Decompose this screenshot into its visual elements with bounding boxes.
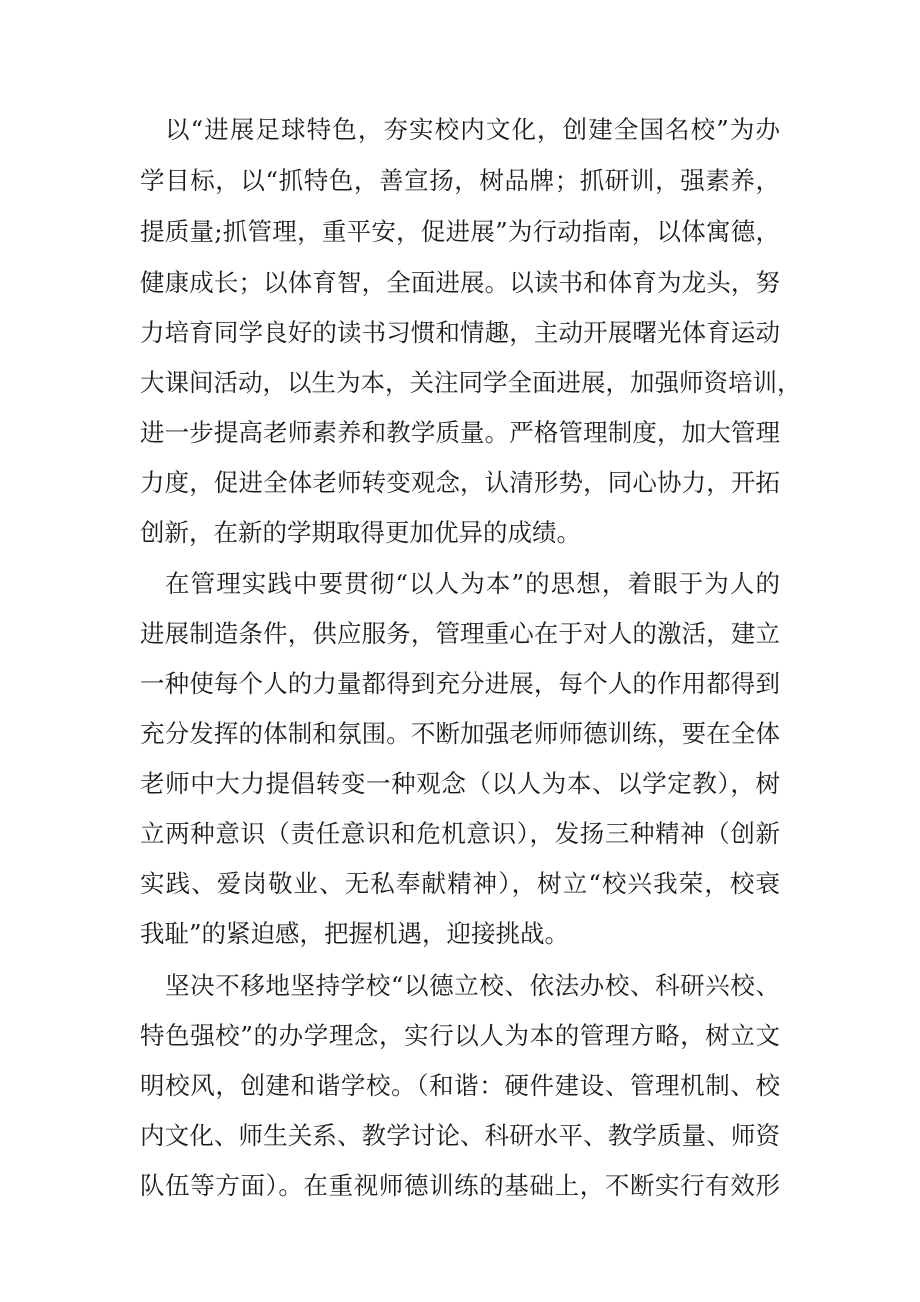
paragraph-line: 特色强校”的办学理念，实行以人为本的管理方略，树立文	[140, 1021, 780, 1050]
paragraph-line: 坚决不移地坚持学校“以德立校、依法办校、科研兴校、	[165, 971, 780, 1000]
paragraph-line: 提质量;抓管理，重平安，促进展”为行动指南，以体寓德，	[140, 217, 780, 246]
paragraph-line: 学目标，以“抓特色，善宣扬，树品牌；抓研训，强素养，	[140, 166, 780, 195]
paragraph-line: 以“进展足球特色，夯实校内文化，创建全国名校”为办	[165, 115, 780, 144]
paragraph-line: 创新，在新的学期取得更加优异的成绩。	[140, 518, 581, 547]
paragraph-line: 内文化、师生关系、教学讨论、科研水平、教学质量、师资	[140, 1121, 780, 1150]
paragraph-line: 进展制造条件，供应服务，管理重心在于对人的激活，建立	[140, 619, 780, 648]
paragraph-line: 大课间活动，以生为本，关注同学全面进展，加强师资培训，	[140, 368, 802, 397]
paragraph-line: 进一步提高老师素养和教学质量。严格管理制度，加大管理	[140, 418, 780, 447]
paragraph-line: 立两种意识（责任意识和危机意识），发扬三种精神（创新	[140, 819, 780, 848]
paragraph-line: 力度，促进全体老师转变观念，认清形势，同心协力，开拓	[140, 468, 780, 497]
paragraph-line: 健康成长；以体育智，全面进展。以读书和体育为龙头，努	[140, 268, 780, 297]
paragraph-line: 老师中大力提倡转变一种观念（以人为本、以学定教），树	[140, 769, 780, 798]
paragraph-line: 在管理实践中要贯彻“以人为本”的思想，着眼于为人的	[165, 569, 780, 598]
paragraph-line: 实践、爱岗敬业、无私奉献精神），树立“校兴我荣，校衰	[140, 869, 780, 898]
paragraph-line: 明校风，创建和谐学校。（和谐：硬件建设、管理机制、校	[140, 1071, 780, 1100]
paragraph-line: 力培育同学良好的读书习惯和情趣，主动开展曙光体育运动	[140, 318, 780, 347]
paragraph-line: 队伍等方面）。在重视师德训练的基础上，不断实行有效形	[140, 1171, 780, 1200]
paragraph-line: 充分发挥的体制和氛围。不断加强老师师德训练，要在全体	[140, 719, 780, 748]
paragraph-line: 一种使每个人的力量都得到充分进展，每个人的作用都得到	[140, 669, 780, 698]
paragraph-line: 我耻”的紧迫感，把握机遇，迎接挑战。	[140, 919, 570, 948]
